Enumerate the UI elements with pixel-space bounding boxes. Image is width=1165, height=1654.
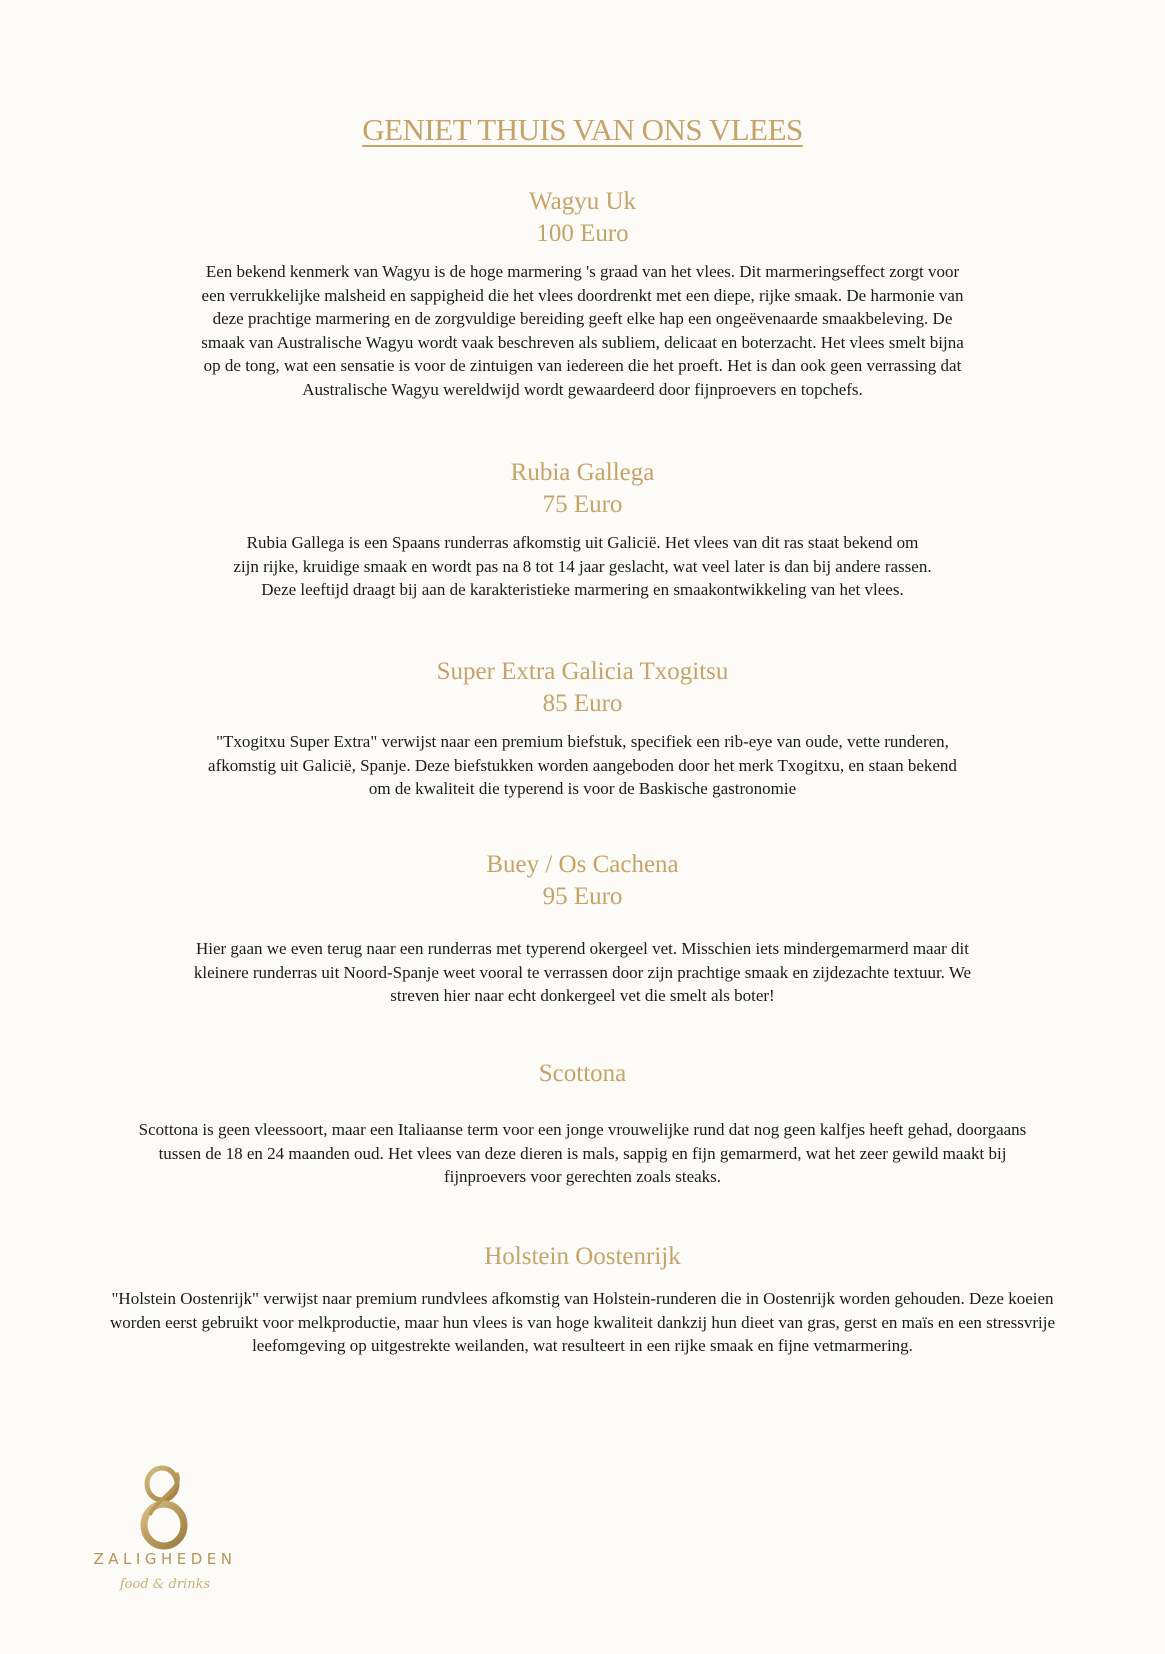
logo-tagline: food & drinks [119, 1577, 211, 1592]
item-name: Holstein Oostenrijk [484, 1243, 681, 1270]
menu-item-txogitsu [0, 656, 1165, 801]
item-price: 100 Euro [536, 220, 629, 247]
item-name: Scottona [538, 1060, 627, 1087]
item-name: Super Extra Galicia Txogitsu [436, 658, 729, 685]
item-name: Rubia Gallega [510, 459, 655, 486]
logo-eight-icon [80, 1465, 250, 1551]
item-price: 95 Euro [542, 883, 623, 910]
item-name: Wagyu Uk [529, 188, 636, 215]
menu-item-scottona [0, 1058, 1165, 1189]
menu-item-buey-cachena [0, 849, 1165, 1008]
item-description: Scottona is geen vleessoort, maar een Italiaanse term voor een jonge vrouwelijke rund dat nog geen kalfjes heeft gehad, doorgaans tussen de 18 en 24 maanden oud. Het vlees van deze dieren is mals, sappig en fijn gemarmerd, wat het zeer gewild maakt bij fijnproevers voor gerechten zoals steaks. [138, 1120, 1027, 1187]
item-description: Rubia Gallega is een Spaans runderras afkomstig uit Galicië. Het vlees van dit ras staat bekend om zijn rijke, kruidige smaak en wordt pas na 8 tot 14 jaar geslacht, wat veel later is dan bij andere rassen. Deze leeftijd draagt bij aan de karakteristieke marmering en smaakontwikkeling van het vlees. [233, 533, 932, 600]
item-name: Buey / Os Cachena [486, 851, 679, 878]
menu-item-rubia-gallega [0, 457, 1165, 602]
item-description: Hier gaan we even terug naar een runderras met typerend okergeel vet. Misschien iets mindergemarmerd maar dit kleinere runderras uit Noord-Spanje weet vooral te verrassen door zijn prachtige smaak en zijdezachte textuur. We streven hier naar echt donkergeel vet die smelt als boter! [193, 939, 972, 1006]
page-title: GENIET THUIS VAN ONS VLEES [362, 112, 803, 147]
item-price: 75 Euro [542, 491, 623, 518]
item-description: Een bekend kenmerk van Wagyu is de hoge marmering 's graad van het vlees. Dit marmeringseffect zorgt voor een verrukkelijke malsheid en sappigheid die het vlees doordrenkt met een diepe, rijke smaak. De harmonie van deze prachtige marmering en de zorgvuldige bereiding geeft elke hap een ongeëvenaarde smaakbeleving. De smaak van Australische Wagyu wordt vaak beschreven als subliem, delicaat en boterzacht. Het vlees smelt bijna op de tong, wat een sensatie is voor de zintuigen van iedereen die het proeft. Het is dan ook geen verrassing dat Australische Wagyu wereldwijd wordt gewaardeerd door fijnproevers en topchefs. [201, 262, 964, 399]
item-price: 85 Euro [542, 690, 623, 717]
brand-logo [80, 1465, 250, 1595]
menu-item-holstein [0, 1241, 1165, 1358]
item-description: "Holstein Oostenrijk" verwijst naar premium rundvlees afkomstig van Holstein-runderen die in Oostenrijk worden gehouden. Deze koeien worden eerst gebruikt voor melkproductie, maar hun vlees is van hoge kwaliteit dankzij hun dieet van gras, gerst en maïs en een stressvrije leefomgeving op uitgestrekte weilanden, wat resulteert in een rijke smaak en fijne vetmarmering. [109, 1289, 1056, 1356]
menu-item-wagyu [0, 186, 1165, 402]
item-description: "Txogitxu Super Extra" verwijst naar een premium biefstuk, specifiek een rib-eye van oude, vette runderen, afkomstig uit Galicië, Spanje. Deze biefstukken worden aangeboden door het merk Txogitxu, en staan bekend om de kwaliteit die typerend is voor de Baskische gastronomie [208, 732, 957, 799]
logo-wordmark: ZALIGHEDEN [93, 1550, 237, 1568]
